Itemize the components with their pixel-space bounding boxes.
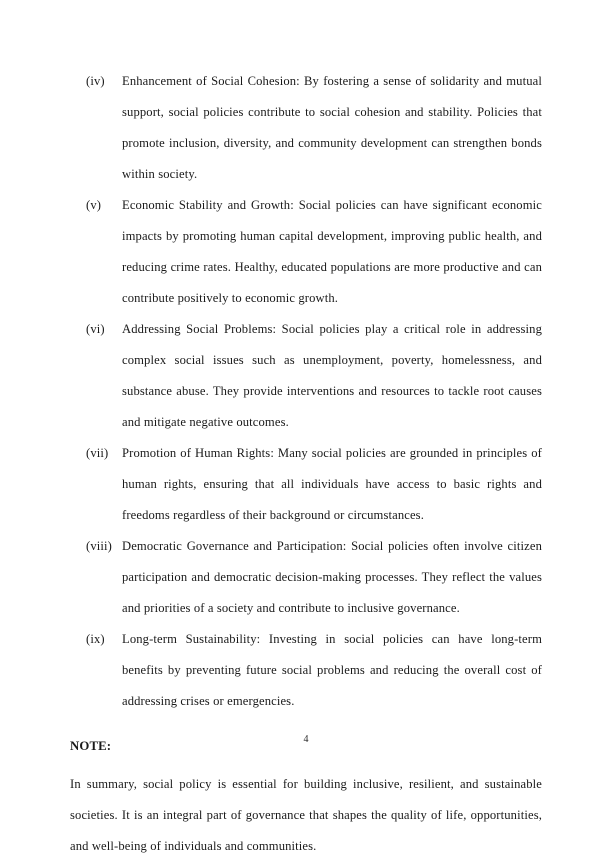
list-item-text: Democratic Governance and Participation: Social policies often involve citizen participation and democratic decision-making processes. They reflect the values and priorities of a society and contribute to inclusive governance. <box>122 539 542 615</box>
list-item-text: Addressing Social Problems: Social policies play a critical role in addressing complex social issues such as unemployment, poverty, homelessness, and substance abuse. They provide interventions and resources to tackle root causes and mitigate negative outcomes. <box>122 322 542 429</box>
roman-numeral-list <box>70 66 542 717</box>
note-section <box>70 731 542 862</box>
note-heading: NOTE: <box>70 739 112 753</box>
list-item-text: Long-term Sustainability: Investing in social policies can have long-term benefits by preventing future social problems and reducing the overall cost of addressing crises or emergencies. <box>122 632 542 708</box>
list-item-marker: (iv) <box>86 74 105 88</box>
list-item <box>70 66 542 190</box>
page-number: 4 <box>303 734 309 745</box>
list-item-marker: (viii) <box>86 539 112 553</box>
list-item-marker: (vii) <box>86 446 109 460</box>
list-item-marker: (ix) <box>86 632 105 646</box>
list-item <box>70 438 542 531</box>
list-item <box>70 624 542 717</box>
list-item <box>70 531 542 624</box>
page-footer <box>0 729 612 747</box>
list-item-text: Economic Stability and Growth: Social policies can have significant economic impacts by promoting human capital development, improving public health, and reducing crime rates. Healthy, educated populations are more productive and can contribute positively to economic growth. <box>122 198 542 305</box>
list-item <box>70 314 542 438</box>
note-paragraph: In summary, social policy is essential for building inclusive, resilient, and sustainable societies. It is an integral part of governance that shapes the quality of life, opportunities, and well-being of individuals and communities. <box>70 777 542 853</box>
list-item-marker: (v) <box>86 198 102 212</box>
list-item-marker: (vi) <box>86 322 105 336</box>
list-item <box>70 190 542 314</box>
list-item-text: Enhancement of Social Cohesion: By fostering a sense of solidarity and mutual support, social policies contribute to social cohesion and stability. Policies that promote inclusion, diversity, and community development can strengthen bonds within society. <box>122 74 542 181</box>
list-item-text: Promotion of Human Rights: Many social policies are grounded in principles of human rights, ensuring that all individuals have access to basic rights and freedoms regardless of their background or circumstances. <box>122 446 542 522</box>
